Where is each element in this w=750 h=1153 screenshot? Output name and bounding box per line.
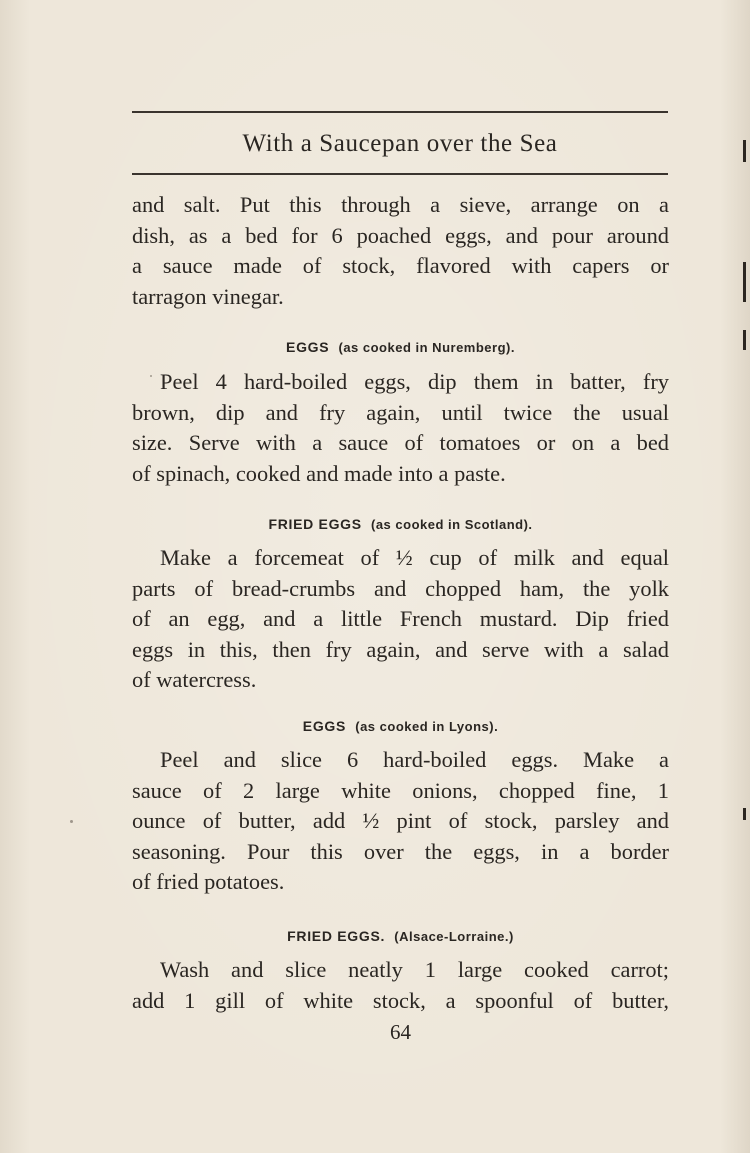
text-line: add 1 gill of white stock, a spoonful of butter, [132, 987, 669, 1013]
paragraph-lyons [132, 745, 669, 898]
text-line: sauce of 2 large white onions, chopped fine, 1 [132, 777, 669, 803]
text-line: Peel 4 hard-boiled eggs, dip them in batter, fry [160, 369, 669, 394]
heading-title: FRIED EGGS [268, 516, 362, 532]
text-line: a sauce made of stock, flavored with capers or [132, 253, 669, 278]
paragraph-alsace-lorraine [132, 955, 669, 1016]
heading-title: EGGS [286, 339, 330, 355]
text-line: of watercress. [132, 667, 257, 692]
heading-subtitle: (as cooked in Lyons). [355, 719, 499, 734]
heading-subtitle: (as cooked in Scotland). [371, 517, 533, 532]
heading-title: EGGS [302, 718, 347, 734]
paper-speck [150, 375, 152, 377]
text-line: seasoning. Pour this over the eggs, in a border [132, 838, 669, 864]
text-line: of an egg, and a little French mustard. Dip fried [132, 606, 669, 631]
header-rule-bottom [132, 173, 668, 175]
edge-mark [743, 330, 746, 350]
running-head: With a Saucepan over the Sea [242, 130, 558, 157]
recipe-heading-lyons [132, 716, 669, 737]
recipe-heading-alsace-lorraine [132, 926, 669, 947]
paragraph-continuation [132, 190, 669, 312]
text-line: size. Serve with a sauce of tomatoes or on a bed [132, 430, 669, 455]
header-rule-top [132, 111, 668, 113]
recipe-heading-nuremberg [132, 337, 669, 358]
text-line: Wash and slice neatly 1 large cooked carrot; [160, 957, 669, 982]
heading-title: FRIED EGGS. [287, 928, 386, 944]
text-line: eggs in this, then fry again, and serve with a salad [132, 636, 669, 662]
text-line: of fried potatoes. [132, 869, 285, 894]
text-line: brown, dip and fry again, until twice the usual [132, 399, 669, 425]
paragraph-scotland [132, 543, 669, 696]
text-line: dish, as a bed for 6 poached eggs, and pour around [132, 222, 669, 248]
edge-mark [743, 140, 746, 162]
recipe-heading-scotland [132, 514, 669, 535]
page-number: 64 [390, 1020, 411, 1044]
paper-speck [70, 820, 73, 823]
text-line: tarragon vinegar. [132, 283, 284, 309]
text-line: ounce of butter, add ½ pint of stock, parsley and [132, 808, 669, 833]
edge-mark [743, 808, 746, 820]
heading-subtitle: (as cooked in Nuremberg). [338, 340, 515, 355]
paragraph-nuremberg [132, 367, 669, 489]
heading-subtitle: (Alsace-Lorraine.) [394, 929, 514, 944]
text-line: parts of bread-crumbs and chopped ham, the yolk [132, 575, 669, 601]
text-line: and salt. Put this through a sieve, arrange on a [132, 192, 669, 217]
text-line: Peel and slice 6 hard-boiled eggs. Make a [160, 747, 669, 772]
edge-mark [743, 262, 746, 302]
text-line: Make a forcemeat of ½ cup of milk and equal [160, 545, 669, 570]
text-line: of spinach, cooked and made into a paste. [132, 460, 506, 486]
